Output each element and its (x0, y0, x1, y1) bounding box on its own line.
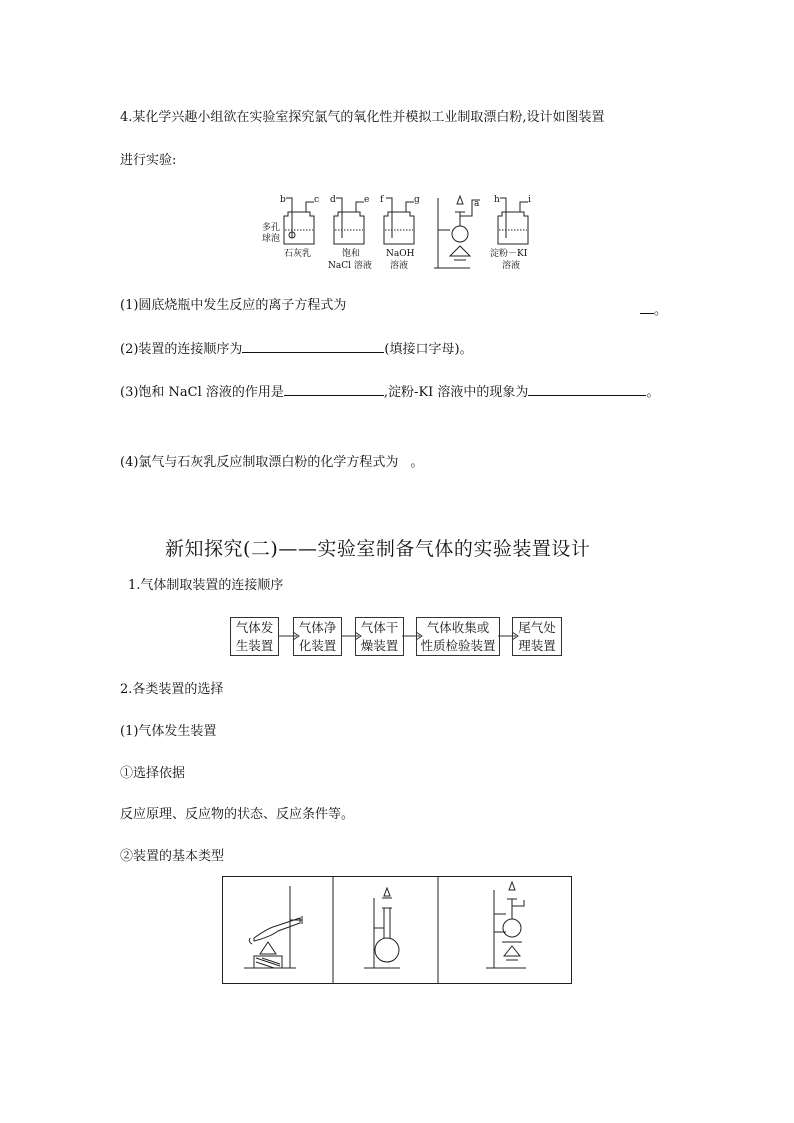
svg-text:多孔: 多孔 (262, 223, 281, 233)
svg-text:h: h (494, 195, 500, 205)
svg-text:a: a (474, 199, 480, 209)
question-4-part-1: (1)圆底烧瓶中发生反应的离子方程式为 (120, 298, 347, 313)
svg-text:d: d (330, 195, 336, 205)
nacl-bottle (334, 198, 364, 244)
question-4-part-4: (4)氯气与石灰乳反应制取漂白粉的化学方程式为 。 (120, 455, 424, 470)
svg-text:NaCl 溶液: NaCl 溶液 (328, 261, 372, 271)
svg-text:i: i (528, 195, 531, 205)
flow-step-tail-gas: 尾气处 理装置 (512, 617, 562, 656)
svg-text:饱和: 饱和 (342, 249, 361, 259)
heated-flask-apparatus (486, 882, 526, 968)
sub-heading-generation: (1)气体发生装置 (120, 724, 217, 739)
flow-step-purification: 气体净 化装置 (293, 617, 342, 656)
item-2-heading: 2.各类装置的选择 (120, 682, 224, 697)
connection-order-blank[interactable] (242, 340, 384, 353)
solid-heating-apparatus (244, 886, 302, 968)
generator-types-table (222, 876, 572, 984)
selection-basis: 反应原理、反应物的状态、反应条件等。 (120, 807, 355, 822)
lime-milk-bottle (284, 198, 314, 244)
svg-text:c: c (314, 195, 320, 205)
question-4-part-1-answer[interactable]: 。 (640, 301, 667, 319)
svg-text:NaOH: NaOH (386, 249, 415, 259)
svg-text:溶液: 溶液 (390, 261, 409, 271)
flask-funnel-apparatus (364, 888, 400, 968)
starch-ki-bottle (498, 198, 528, 244)
question-4-part-3: (3)饱和 NaCl 溶液的作用是 ,淀粉-KI 溶液中的现象为 。 (120, 385, 660, 400)
item-1-heading: 1.气体制取装置的连接顺序 (128, 578, 284, 593)
flow-step-generation: 气体发 生装置 (230, 617, 279, 656)
svg-text:g: g (414, 195, 420, 205)
circle-1-heading: ①选择依据 (120, 766, 186, 781)
svg-text:球泡: 球泡 (262, 234, 281, 244)
svg-text:f: f (380, 195, 384, 205)
svg-text:淀粉－KI: 淀粉－KI (490, 249, 528, 259)
svg-text:e: e (364, 195, 370, 205)
naoh-bottle (384, 198, 414, 244)
svg-text:b: b (280, 195, 286, 205)
circle-2-heading: ②装置的基本类型 (120, 849, 225, 864)
nacl-role-blank[interactable] (284, 383, 384, 396)
svg-text:溶液: 溶液 (502, 261, 521, 271)
question-4-stem-cont: 进行实验: (120, 153, 177, 168)
section-title: 新知探究(二)——实验室制备气体的实验装置设计 (165, 538, 591, 560)
svg-text:石灰乳: 石灰乳 (284, 249, 312, 259)
flow-step-collection: 气体收集或 性质检验装置 (416, 617, 500, 656)
flow-step-drying: 气体干 燥装置 (355, 617, 404, 656)
ki-phenomenon-blank[interactable] (528, 383, 646, 396)
question-4-stem: 4.某化学兴趣小组欲在实验室探究氯气的氧化性并模拟工业制取漂白粉,设计如图装置 (120, 110, 605, 125)
chlorine-apparatus-figure (258, 190, 548, 278)
question-4-part-2: (2)装置的连接顺序为 (填接口字母)。 (120, 342, 473, 357)
